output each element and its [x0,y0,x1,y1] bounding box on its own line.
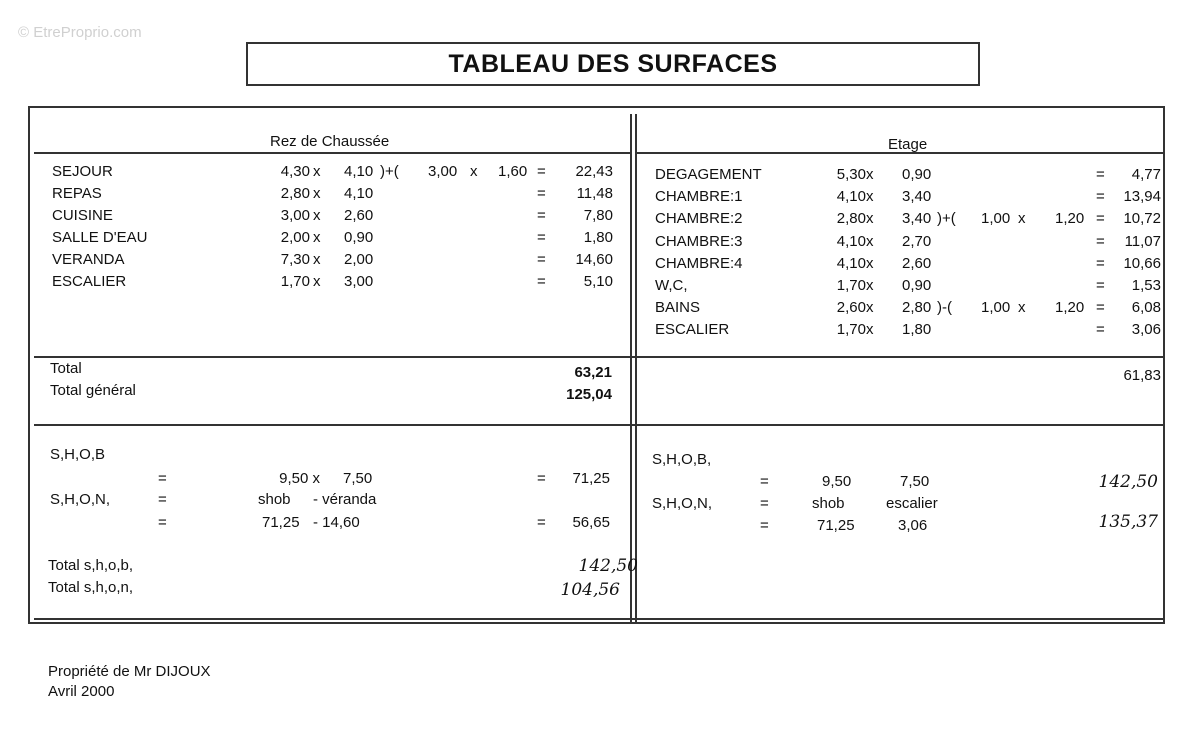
etage-shon-value: 135,37 [1098,512,1158,532]
etage-row-b: 0,90 [902,166,932,183]
etage-row-x1: x [866,299,874,317]
footer-date: Avril 2000 [48,683,115,700]
etage-row-x1: x [866,232,874,250]
total-shon-value: 104,56 [560,580,620,600]
rdc-row-b: 0,90 [344,229,374,246]
rdc-row-x2: x [470,163,478,180]
rdc-shon-value: 56,65 [572,514,610,531]
rdc-row-d: 1,60 [498,163,528,180]
rdc-row-a: 2,80 [280,185,310,202]
etage-row-a: 4,10 [836,254,866,272]
column-divider [635,114,637,623]
etage-row-a: 4,10 [836,188,866,206]
etage-row-eq: = [1096,188,1105,206]
rdc-row-eq: = [537,163,546,180]
footer-owner: Propriété de Mr DIJOUX [48,663,211,680]
etage-row-eq: = [1096,210,1105,228]
etage-row-eq: = [1096,254,1105,272]
etage-shon-label: S,H,O,N, [652,495,713,512]
document-title: TABLEAU DES SURFACES [246,42,980,86]
rdc-row-c: 3,00 [428,163,458,180]
total-shon-label: Total s,h,o,n, [48,579,134,596]
rdc-shob-eq: = [158,470,167,487]
etage-header: Etage [888,136,928,153]
etage-row-a: 4,10 [836,232,866,250]
rdc-row-x1: x [313,185,321,202]
rdc-shon-b2: - 14,60 [313,514,360,531]
rdc-header: Rez de Chaussée [270,133,390,150]
rdc-row-name: VERANDA [52,251,125,268]
rdc-shon-b1: - véranda [313,491,377,508]
rdc-shon-a1: shob [258,491,291,508]
etage-row-total: 3,06 [1131,321,1161,339]
etage-shob-value: 142,50 [1098,472,1158,492]
rdc-shon-label: S,H,O,N, [50,491,111,508]
etage-shon-a2: 71,25 [817,517,855,534]
etage-row-name: DEGAGEMENT [655,166,762,183]
etage-row-a: 1,70 [836,321,866,339]
rdc-shon-a2: 71,25 [262,514,300,531]
rdc-row-total: 7,80 [583,207,613,224]
rdc-row-b: 4,10 [344,185,374,202]
rdc-row-b: 2,60 [344,207,374,224]
rdc-total-general-label: Total général [50,382,136,399]
etage-row-x1: x [866,166,874,183]
etage-row-eq: = [1096,277,1105,294]
rdc-row-name: REPAS [52,185,102,202]
etage-row-x1: x [866,321,874,339]
rdc-row-eq: = [537,185,546,202]
rdc-row-eq: = [537,229,546,246]
rdc-shon-eq3: = [537,514,546,531]
rdc-total-value: 63,21 [574,364,612,381]
rdc-row-name: SALLE D'EAU [52,229,148,246]
etage-row-op: )+( [937,210,956,228]
etage-row-c: 1,00 [981,210,1011,228]
etage-shob-a: 9,50 [822,473,852,490]
rdc-shon-eq2: = [158,514,167,531]
etage-row-total: 13,94 [1123,188,1161,206]
rdc-shob-value: 71,25 [572,470,610,487]
rdc-row-x1: x [313,251,321,268]
etage-row-name: CHAMBRE:1 [655,188,743,206]
etage-row-name: ESCALIER [655,321,730,339]
etage-row-eq: = [1096,166,1105,183]
etage-row-eq: = [1096,321,1105,339]
inner-frame-bottom [34,618,1163,620]
etage-row-total: 1,53 [1131,277,1161,294]
watermark: © EtreProprio.com [18,24,142,41]
etage-row-b: 0,90 [902,277,932,294]
etage-row-c: 1,00 [981,299,1011,317]
etage-row-name: CHAMBRE:4 [655,254,743,272]
etage-row-d: 1,20 [1055,299,1085,317]
rdc-shon-eq1: = [158,491,167,508]
etage-row-name: W,C, [655,277,688,294]
rdc-row-op: )+( [380,163,399,180]
etage-shon-a1: shob [812,495,845,512]
etage-shob-eq: = [760,473,769,490]
etage-row-eq: = [1096,232,1105,250]
etage-row-b: 3,40 [902,210,932,228]
etage-row-a: 2,80 [836,210,866,228]
rdc-row-a: 4,30 [280,163,310,180]
shob-rule [34,424,1163,426]
etage-shon-eq2: = [760,517,769,534]
header-rule [34,152,632,154]
etage-row-x1: x [866,277,874,294]
etage-total-value: 61,83 [1123,367,1161,384]
rdc-row-b: 4,10 [344,163,374,180]
column-divider [630,114,632,623]
total-shob-value: 142,50 [578,556,638,576]
etage-row-x1: x [866,188,874,206]
etage-row-x2: x [1018,210,1026,228]
rdc-row-x1: x [313,163,321,180]
etage-row-a: 2,60 [836,299,866,317]
etage-shon-eq1: = [760,495,769,512]
rdc-shob-a: 9,50 x [279,470,320,487]
rdc-row-eq: = [537,273,546,290]
etage-row-op: )-( [937,299,952,317]
rdc-row-a: 1,70 [280,273,310,290]
rdc-row-total: 11,48 [576,185,613,202]
rdc-row-total: 22,43 [575,163,613,180]
rdc-row-x1: x [313,207,321,224]
etage-row-b: 2,60 [902,254,932,272]
etage-row-a: 1,70 [836,277,866,294]
etage-row-a: 5,30 [836,166,866,183]
rdc-row-total: 1,80 [583,229,613,246]
rdc-row-name: ESCALIER [52,273,127,290]
rdc-shob-label: S,H,O,B [50,446,106,463]
etage-row-b: 3,40 [902,188,932,206]
etage-row-b: 1,80 [902,321,932,339]
etage-shob-b: 7,50 [900,473,930,490]
etage-row-total: 11,07 [1124,232,1161,250]
rdc-row-total: 14,60 [575,251,613,268]
rdc-row-b: 3,00 [344,273,374,290]
rdc-row-name: CUISINE [52,207,113,224]
etage-shob-label: S,H,O,B, [652,451,712,468]
rdc-row-a: 2,00 [280,229,310,246]
etage-shon-b1: escalier [886,495,938,512]
rdc-row-total: 5,10 [583,273,613,290]
rdc-row-b: 2,00 [344,251,374,268]
rdc-shob-b: 7,50 [343,470,373,487]
rdc-row-x1: x [313,229,321,246]
etage-row-b: 2,80 [902,299,932,317]
etage-row-x1: x [866,254,874,272]
rdc-row-a: 3,00 [280,207,310,224]
etage-row-name: BAINS [655,299,701,317]
etage-row-total: 10,72 [1123,210,1161,228]
etage-row-x2: x [1018,299,1026,317]
rdc-shob-eq2: = [537,470,546,487]
rdc-total-label: Total [50,360,82,377]
total-shob-label: Total s,h,o,b, [48,557,134,574]
etage-row-x1: x [866,210,874,228]
etage-row-d: 1,20 [1055,210,1085,228]
etage-row-total: 4,77 [1131,166,1161,183]
rdc-row-a: 7,30 [280,251,310,268]
etage-row-b: 2,70 [902,232,932,250]
etage-row-name: CHAMBRE:3 [655,232,743,250]
rdc-total-general-value: 125,04 [566,386,612,403]
rdc-row-x1: x [313,273,321,290]
rdc-row-name: SEJOUR [52,163,113,180]
totals-rule [34,356,1163,358]
rdc-row-eq: = [537,251,546,268]
rdc-row-eq: = [537,207,546,224]
etage-row-eq: = [1096,299,1105,317]
etage-row-total: 6,08 [1131,299,1161,317]
etage-shon-b2: 3,06 [898,517,928,534]
etage-row-total: 10,66 [1123,254,1161,272]
etage-row-name: CHAMBRE:2 [655,210,743,228]
